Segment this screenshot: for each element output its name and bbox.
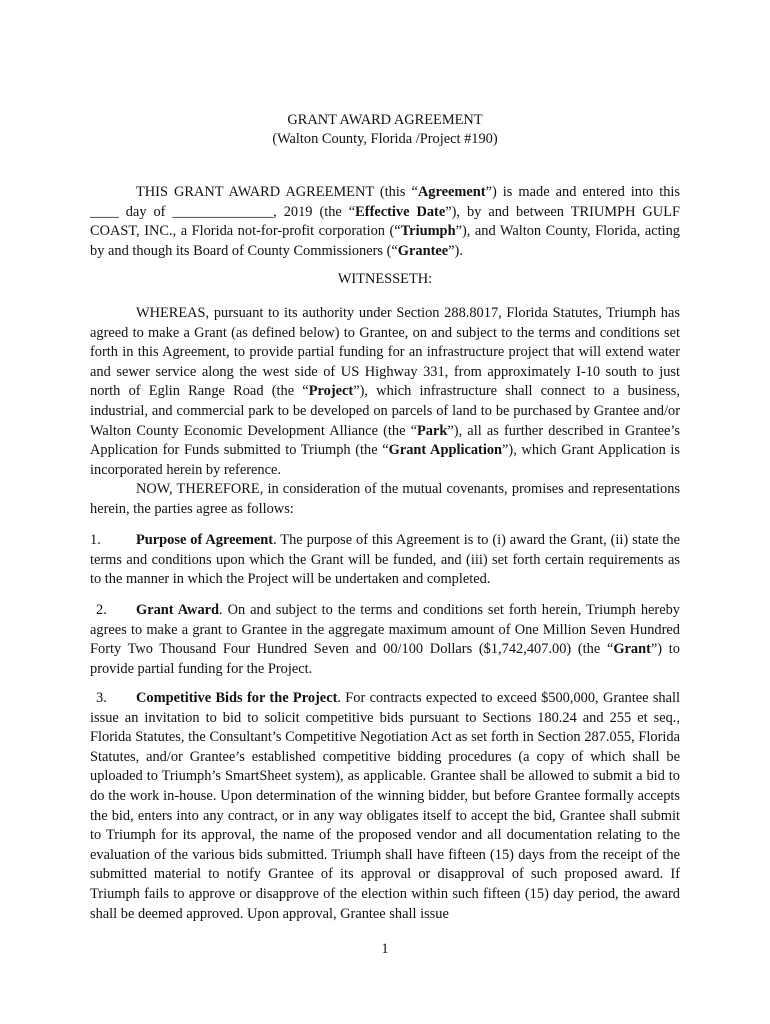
intro-paragraph xyxy=(90,183,680,261)
text-run: ”), all as further described in Grantee’s Application for Funds submitted to Triumph (the “ xyxy=(90,422,680,459)
defined-term: Grant Application xyxy=(388,442,503,459)
text-run: . The purpose of this Agreement is to (i) award the Grant, (ii) state the terms and conditions upon which the Grant will be funded, and (iii) set forth certain requirements as to the manner in which the Project will be undertaken and completed. xyxy=(90,532,680,588)
section-3-paragraph xyxy=(90,689,680,924)
document-title: GRANT AWARD AGREEMENT xyxy=(287,112,483,128)
defined-term: Grant xyxy=(613,641,651,658)
section-1-text xyxy=(90,532,680,587)
text-run: ”), by and between TRIUMPH GULF COAST, INC., a Florida not-for-profit corporation (“ xyxy=(90,203,680,240)
defined-term: Competitive Bids for the Project xyxy=(136,690,338,706)
defined-term: Purpose of Agreement xyxy=(136,532,274,548)
text-run: . For contracts expected to exceed $500,000, Grantee shall issue an invitation to bid to solicit competitive bids pursuant to Sections 180.24 and 255 et seq., Florida Statutes, the Consultant’s Competitive Negotiation Act as set forth in Section 287.055, Florida Statutes, and/or Grantee’s established competitive bidding procedures (a copy of which shall be uploaded to Triumph’s SmartSheet system), as applicable. Grantee shall be allowed to submit a bid to do the work in-house. Upon determination of the winning bidder, but before Grantee formally accepts the bid, enters into any contract, or in any way obligates itself to accept the bid, Grantee shall submit to Triumph for its approval, the name of the proposed vendor and all documentation relating to the evaluation of the various bids submitted. Triumph shall have fifteen (15) days from the receipt of the submitted material to notify Grantee of its approval or disapproval of such proposed award. If Triumph fails to approve or disapprove of the election within such fifteen (15) day period, the award shall be deemed approved. Upon approval, Grantee shall issue xyxy=(90,690,680,922)
text-run: ”), which Grant Application is incorporated herein by reference. xyxy=(90,442,680,478)
text-run: ”), which infrastructure shall connect to a business, industrial, and commercial park to be developed on parcels of land to be purchased by Grantee and/or Walton County Economic Development Alliance (the “ xyxy=(90,383,680,439)
whereas-paragraph xyxy=(90,304,680,480)
page-number: 1 xyxy=(381,941,389,957)
document-subtitle: (Walton County, Florida /Project #190) xyxy=(272,131,498,147)
section-2-paragraph xyxy=(90,601,680,679)
witnesseth-heading: WITNESSETH: xyxy=(337,271,433,287)
defined-term: Park xyxy=(417,422,448,439)
defined-term: Triumph xyxy=(400,223,456,240)
text-run: WHEREAS, pursuant to its authority under Section 288.8017, Florida Statutes, Triumph has agreed to make a Grant (as defined below) to Grantee, on and subject to the terms and conditions set forth in this Agreement, to provide partial funding for an infrastructure project that will extend water and sewer service along the west side of US Highway 331, from approximately I-10 south to just north of Eglin Range Road (the “ xyxy=(90,305,680,400)
text-run: . On and subject to the terms and conditions set forth herein, Triumph hereby agrees to make a grant to Grantee in the aggregate maximum amount of One Million Seven Hundred Forty Two Thousand Four Hundred Seven and 00/100 Dollars ($1,742,407.00) (the “ xyxy=(90,602,680,658)
text-run: ”). xyxy=(448,242,463,259)
text-run: ”) to provide partial funding for the Project. xyxy=(90,641,680,677)
defined-term: Grantee xyxy=(397,242,449,259)
section-2-text xyxy=(90,602,680,677)
text-run: THIS GRANT AWARD AGREEMENT (this “ xyxy=(136,184,418,200)
defined-term: Grant Award xyxy=(136,602,220,618)
defined-term: Agreement xyxy=(417,184,486,200)
text-run: ”) is made and entered into this ____ day of ______________, 2019 (the “ xyxy=(90,184,680,220)
section-3-text xyxy=(90,690,680,922)
now-therefore-paragraph: NOW, THEREFORE, in consideration of the mutual covenants, promises and representations herein, the parties agree as follows: xyxy=(90,481,680,517)
section-1-paragraph xyxy=(90,531,680,590)
defined-term: Effective Date xyxy=(355,203,446,220)
defined-term: Project xyxy=(308,383,354,400)
section-2-number: 2. xyxy=(96,602,107,618)
section-3-number: 3. xyxy=(96,690,107,706)
section-1-number: 1. xyxy=(90,532,101,548)
text-run: ”), and Walton County, Florida, acting by and though its Board of County Commissioners (“ xyxy=(90,223,680,259)
